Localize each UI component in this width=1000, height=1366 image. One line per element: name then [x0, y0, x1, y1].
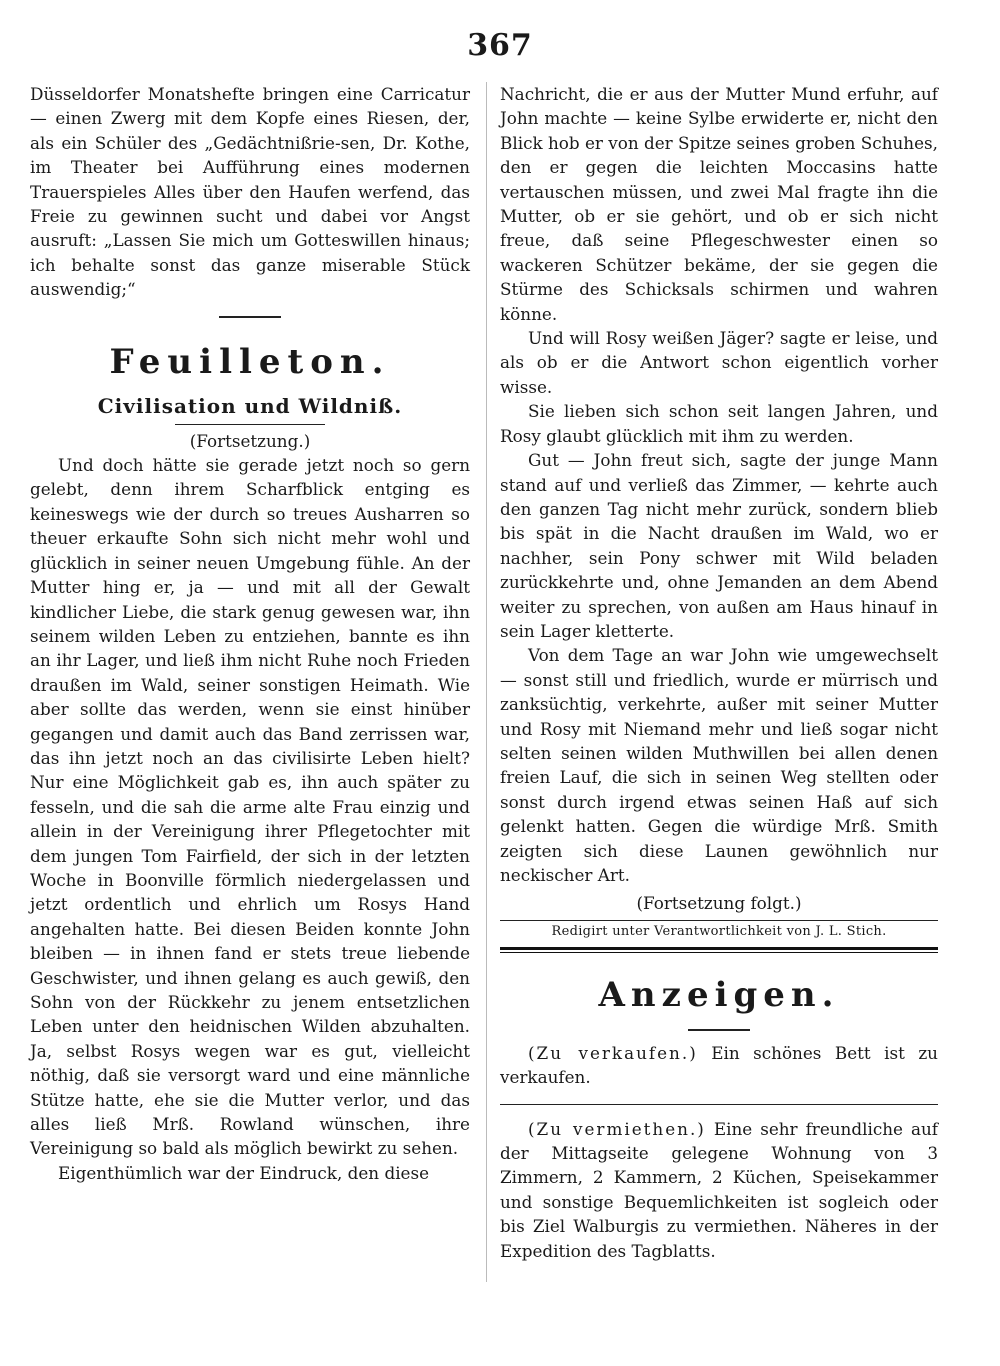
section-separator: [219, 316, 281, 318]
right-column: [500, 82, 938, 1263]
left-column: [30, 82, 470, 1185]
ad-label: (Zu verkaufen.): [528, 1042, 698, 1063]
editor-credit: Redigirt unter Verantwortlichkeit von J. L. Stich.: [551, 923, 887, 939]
section-heading: Feuilleton.: [109, 341, 391, 382]
ads-separator: [500, 947, 938, 950]
continuation-note: (Fortsetzung folgt.): [636, 893, 802, 914]
opening-paragraph: Düsseldorfer Monatshefte bringen eine Carricatur — einen Zwerg mit dem Kopfe eines Riesen, der, als ein Schüler des „Gedächtnißrie-sen, Dr. Kothe, im Theater bei Aufführung eines modernen Trauerspieles Alles über den Haufen werfend, das Freie zu gewinnen sucht und dabei vor Angst ausruft: „Lassen Sie mich um Gotteswillen hinaus; ich behalte sonst das ganze miserable Stück auswendig;“: [30, 84, 470, 300]
ads-separator-thin: [500, 952, 938, 953]
ad-item: [500, 1041, 938, 1090]
article-paragraph: Sie lieben sich schon seit langen Jahren, und Rosy glaubt glücklich mit ihm zu werden.: [500, 401, 938, 446]
ad-text: Eine sehr freundliche auf der Mittagseite gelegene Wohnung von 3 Zimmern, 2 Kammern, 2 Küchen, Speisekammer und sonstige Bequemlichkeiten ist sogleich oder bis Ziel Walburgis zu vermiethen. Näheres in der Expedition des Tagblatts.: [500, 1118, 939, 1261]
page-number: 367: [467, 28, 533, 63]
article-title: Civilisation und Wildniß.: [97, 393, 403, 418]
editor-rule: [500, 920, 938, 921]
ad-separator: [500, 1104, 938, 1105]
ads-heading: Anzeigen.: [598, 974, 840, 1015]
article-paragraph: Und doch hätte sie gerade jetzt noch so gern gelebt, denn ihrem Scharfblick entging es keineswegs wie der durch so treues Ausharren so theuer erkaufte Sohn sich nicht mehr wohl und glücklich in seiner neuen Umgebung fühle. An der Mutter hing er, ja — und mit all der Gewalt kindlicher Liebe, die stark genug gewesen war, ihn seinem wilden Leben zu entziehen, bannte es ihn an ihr Lager, und ließ ihm nicht Ruhe noch Frieden draußen im Wald, seiner sonstigen Heimath. Wie aber sollte das werden, wenn sie einst hinüber gegangen und damit auch das Band zerrissen war, das ihn jetzt noch an das civilisirte Leben hielt? Nur eine Möglichkeit gab es, ihn auch später zu fesseln, und die sah die arme alte Frau einzig und allein in der Vereinigung ihrer Pflegetochter mit dem jungen Tom Fairfield, der sich in der letzten Woche in Boonville förmlich niedergelassen und jetzt ordentlich und ehrlich um Rosys Hand angehalten hatte. Bei diesen Beiden konnte John bleiben — in ihnen fand er stets treue liebende Geschwister, und ihnen gelang es auch gewiß, den Sohn von der Rückkehr zu jenem entsetzlichen Leben unter den heidnischen Wilden abzuhalten. Ja, selbst Rosys wegen war es gut, vielleicht nöthig, daß sie versorgt ward und eine männliche Stütze hatte, ehe sie die Mutter verlor, und das alles ließ Mrß. Rowland wünschen, ihre Vereinigung so bald als möglich bewirkt zu sehen.: [30, 455, 470, 1159]
column-divider: [486, 82, 487, 1282]
ad-text: Ein schönes Bett ist zu verkaufen.: [500, 1042, 938, 1088]
article-paragraph: Und will Rosy weißen Jäger? sagte er leise, und als ob er die Antwort schon eigentlich vorher wisse.: [500, 328, 938, 397]
title-underline: [175, 424, 325, 425]
ads-heading-rule: [688, 1029, 750, 1031]
ad-item: [500, 1117, 938, 1263]
ad-label: (Zu vermiethen.): [528, 1118, 706, 1139]
article-last-line: Eigenthümlich war der Eindruck, den diese: [58, 1162, 430, 1183]
article-paragraph: Von dem Tage an war John wie umgewechselt — sonst still und friedlich, wurde er mürrisch und zanksüchtig, verkehrte, außer mit seiner Mutter und Rosy mit Niemand mehr und ließ sogar nicht selten seinen wilden Muthwillen bei allen denen freien Lauf, die sich in seinen Weg stellten oder sonst durch irgend etwas seinen Haß auf sich gelenkt hatten. Gegen die würdige Mrß. Smith zeigten sich diese Launen gewöhnlich nur neckischer Art.: [500, 645, 938, 885]
continuation-label: (Fortsetzung.): [189, 430, 311, 451]
article-paragraph-continued: Nachricht, die er aus der Mutter Mund erfuhr, auf John machte — keine Sylbe erwiderte er, nicht den Blick hob er von der Spitze seines groben Schuhes, den er gegen die leichten Moccasins hatte vertauschen müssen, und zwei Mal fragte ihn die Mutter, ob er sie gehört, und ob er sich nicht freue, daß seine Pflegeschwester einen so wackeren Schützer bekäme, der sie gegen die Stürme des Schicksals schirmen und wahren könne.: [500, 84, 938, 324]
article-paragraph: Gut — John freut sich, sagte der junge Mann stand auf und verließ das Zimmer, — kehrte auch den ganzen Tag nicht mehr zurück, sondern blieb bis spät in die Nacht draußen im Wald, wo er nachher, sein Pony schwer mit Wild beladen zurückkehrte und, ohne Jemanden an dem Abend weiter zu sprechen, von außen am Haus hinauf in sein Lager kletterte.: [500, 450, 938, 641]
